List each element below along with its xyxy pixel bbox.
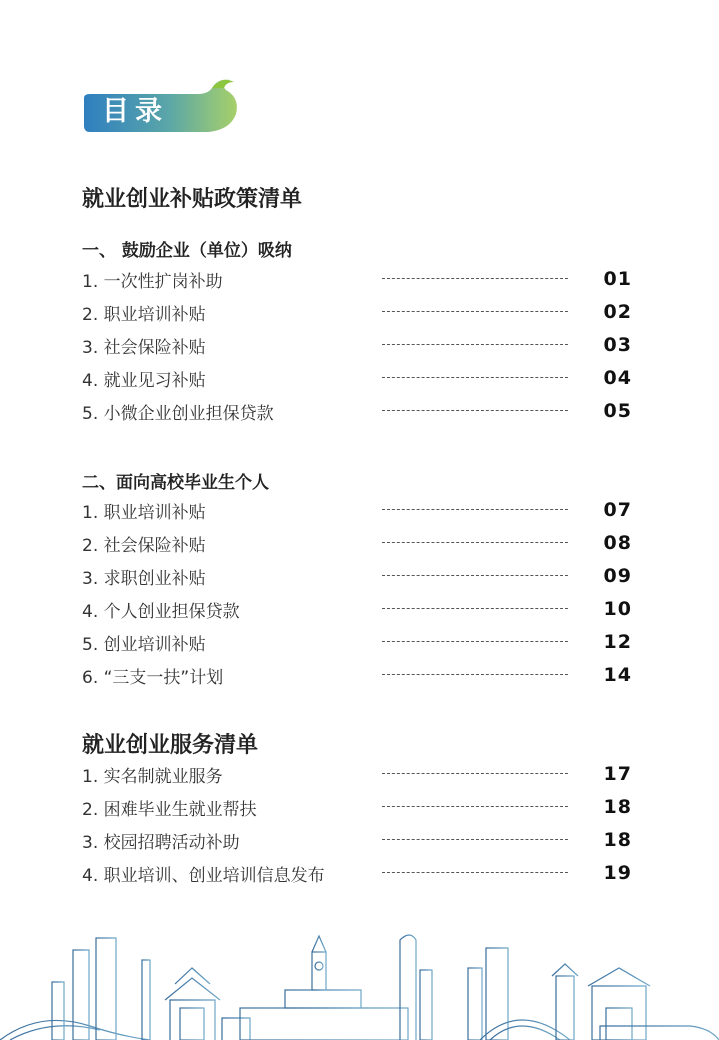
toc-page-number: 04 [603, 367, 632, 389]
toc-page-number: 01 [603, 268, 632, 290]
toc-item-label: 2. 社会保险补贴 [82, 535, 206, 556]
toc-page-number: 10 [603, 598, 632, 620]
dotted-leader [382, 674, 568, 675]
toc-page-number: 12 [603, 631, 632, 653]
city-skyline-illustration [0, 930, 719, 1040]
toc-item-label: 5. 创业培训补贴 [82, 634, 206, 655]
toc-page-number: 05 [603, 400, 632, 422]
toc-item-label: 3. 校园招聘活动补助 [82, 832, 240, 853]
toc-item-label: 3. 求职创业补贴 [82, 568, 206, 589]
toc-item-label: 2. 困难毕业生就业帮扶 [82, 799, 257, 820]
toc-row[interactable] [82, 264, 638, 294]
dotted-leader [382, 641, 568, 642]
toc-row[interactable] [82, 330, 638, 360]
group-title-enterprise: 一、 鼓励企业（单位）吸纳 [82, 241, 292, 261]
dotted-leader [382, 344, 568, 345]
toc-row[interactable] [82, 495, 638, 525]
toc-row[interactable] [82, 297, 638, 327]
dotted-leader [382, 839, 568, 840]
toc-page-number: 17 [603, 763, 632, 785]
toc-page-number: 18 [603, 829, 632, 851]
toc-row[interactable] [82, 561, 638, 591]
dotted-leader [382, 311, 568, 312]
toc-item-label: 4. 个人创业担保贷款 [82, 601, 240, 622]
dotted-leader [382, 773, 568, 774]
toc-page-number: 02 [603, 301, 632, 323]
toc-item-label: 2. 职业培训补贴 [82, 304, 206, 325]
toc-page-number: 18 [603, 796, 632, 818]
toc-page-number: 19 [603, 862, 632, 884]
dotted-leader [382, 377, 568, 378]
toc-row[interactable] [82, 627, 638, 657]
toc-item-label: 1. 职业培训补贴 [82, 502, 206, 523]
dotted-leader [382, 509, 568, 510]
toc-page-number: 08 [603, 532, 632, 554]
toc-page-number: 14 [603, 664, 632, 686]
dotted-leader [382, 575, 568, 576]
toc-page-number: 03 [603, 334, 632, 356]
toc-item-label: 4. 就业见习补贴 [82, 370, 206, 391]
toc-row[interactable] [82, 792, 638, 822]
section-title-services: 就业创业服务清单 [82, 733, 259, 758]
group-title-graduates: 二、面向高校毕业生个人 [82, 473, 269, 493]
toc-row[interactable] [82, 759, 638, 789]
toc-item-label: 1. 一次性扩岗补助 [82, 271, 223, 292]
toc-item-label: 4. 职业培训、创业培训信息发布 [82, 865, 325, 886]
toc-page-number: 09 [603, 565, 632, 587]
toc-page-number: 07 [603, 499, 632, 521]
toc-item-label: 6. “三支一扶”计划 [82, 667, 224, 688]
toc-row[interactable] [82, 858, 638, 888]
section-title-subsidy: 就业创业补贴政策清单 [82, 187, 303, 212]
dotted-leader [382, 278, 568, 279]
toc-item-label: 3. 社会保险补贴 [82, 337, 206, 358]
toc-row[interactable] [82, 660, 638, 690]
dotted-leader [382, 608, 568, 609]
dotted-leader [382, 410, 568, 411]
toc-row[interactable] [82, 396, 638, 426]
dotted-leader [382, 542, 568, 543]
page-title: 目录 [102, 96, 168, 127]
dotted-leader [382, 806, 568, 807]
toc-row[interactable] [82, 363, 638, 393]
toc-row[interactable] [82, 594, 638, 624]
toc-item-label: 1. 实名制就业服务 [82, 766, 223, 787]
toc-row[interactable] [82, 528, 638, 558]
toc-item-label: 5. 小微企业创业担保贷款 [82, 403, 274, 424]
toc-row[interactable] [82, 825, 638, 855]
dotted-leader [382, 872, 568, 873]
